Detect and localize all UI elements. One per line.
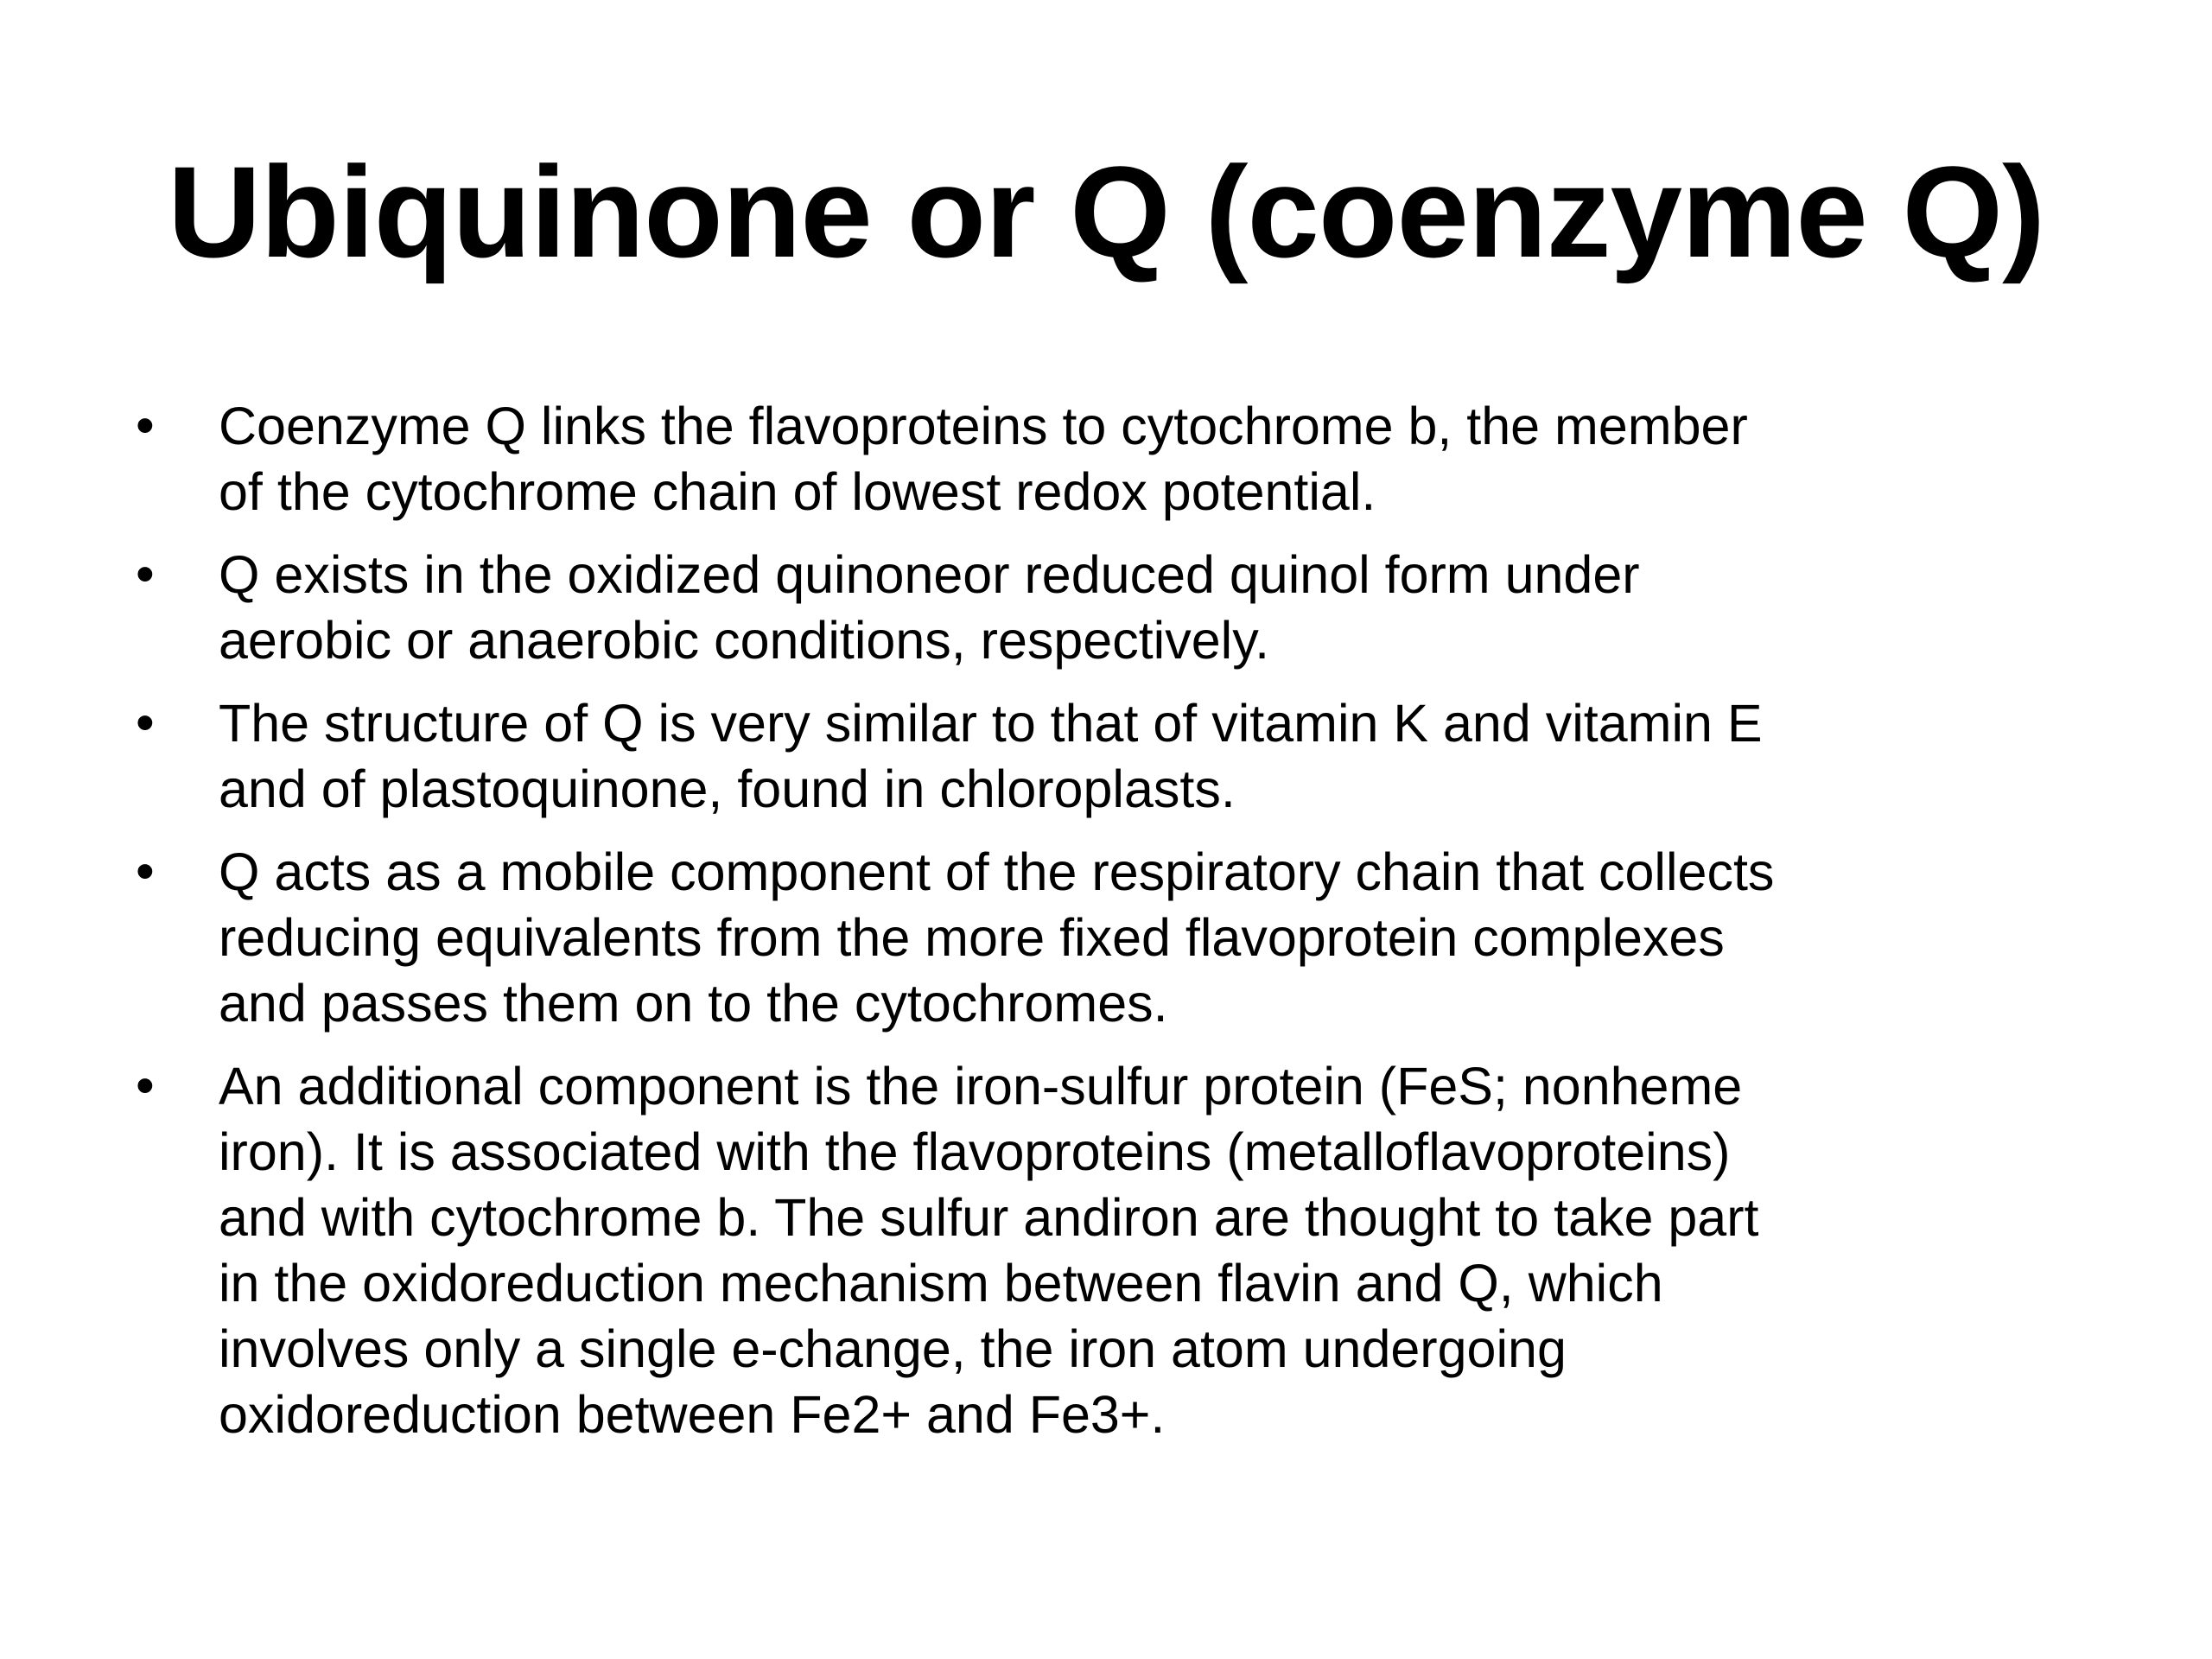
bullet-icon: • xyxy=(136,1056,155,1116)
slide-title: Ubiquinone or Q (coenzyme Q) xyxy=(167,139,2045,284)
bullet-text: Q acts as a mobile component of the respiratory chain that collects reducing equivalents from the more fixed flavoprotein complexes and passes them on to the cytochromes. xyxy=(219,842,1775,1033)
bullet-icon: • xyxy=(136,544,155,604)
list-item xyxy=(0,393,2212,524)
list-item xyxy=(0,1053,2212,1447)
bullet-icon: • xyxy=(136,693,155,753)
bullet-text: Q exists in the oxidized quinoneor reduced quinol form under aerobic or anaerobic conditions, respectively. xyxy=(219,545,1640,670)
bullet-text: Coenzyme Q links the flavoproteins to cytochrome b, the member of the cytochrome chain of lowest redox potential. xyxy=(219,397,1748,521)
list-item xyxy=(0,839,2212,1036)
list-item xyxy=(0,542,2212,673)
bullet-icon: • xyxy=(136,396,155,455)
bullet-text: An additional component is the iron-sulfur protein (FeS; nonheme iron). It is associated with the flavoproteins (metalloflavoproteins) and with cytochrome b. The sulfur andiron are thought to take part in the oxidoreduction mechanism between flavin and Q, which involves only a single e-change, the iron atom undergoing oxidoreduction between Fe2+ and Fe3+. xyxy=(219,1057,1759,1444)
bullet-list xyxy=(0,393,2212,1465)
list-item xyxy=(0,690,2212,822)
bullet-text: The structure of Q is very similar to that of vitamin K and vitamin E and of plastoquinone, found in chloroplasts. xyxy=(219,694,1763,818)
bullet-icon: • xyxy=(136,842,155,901)
